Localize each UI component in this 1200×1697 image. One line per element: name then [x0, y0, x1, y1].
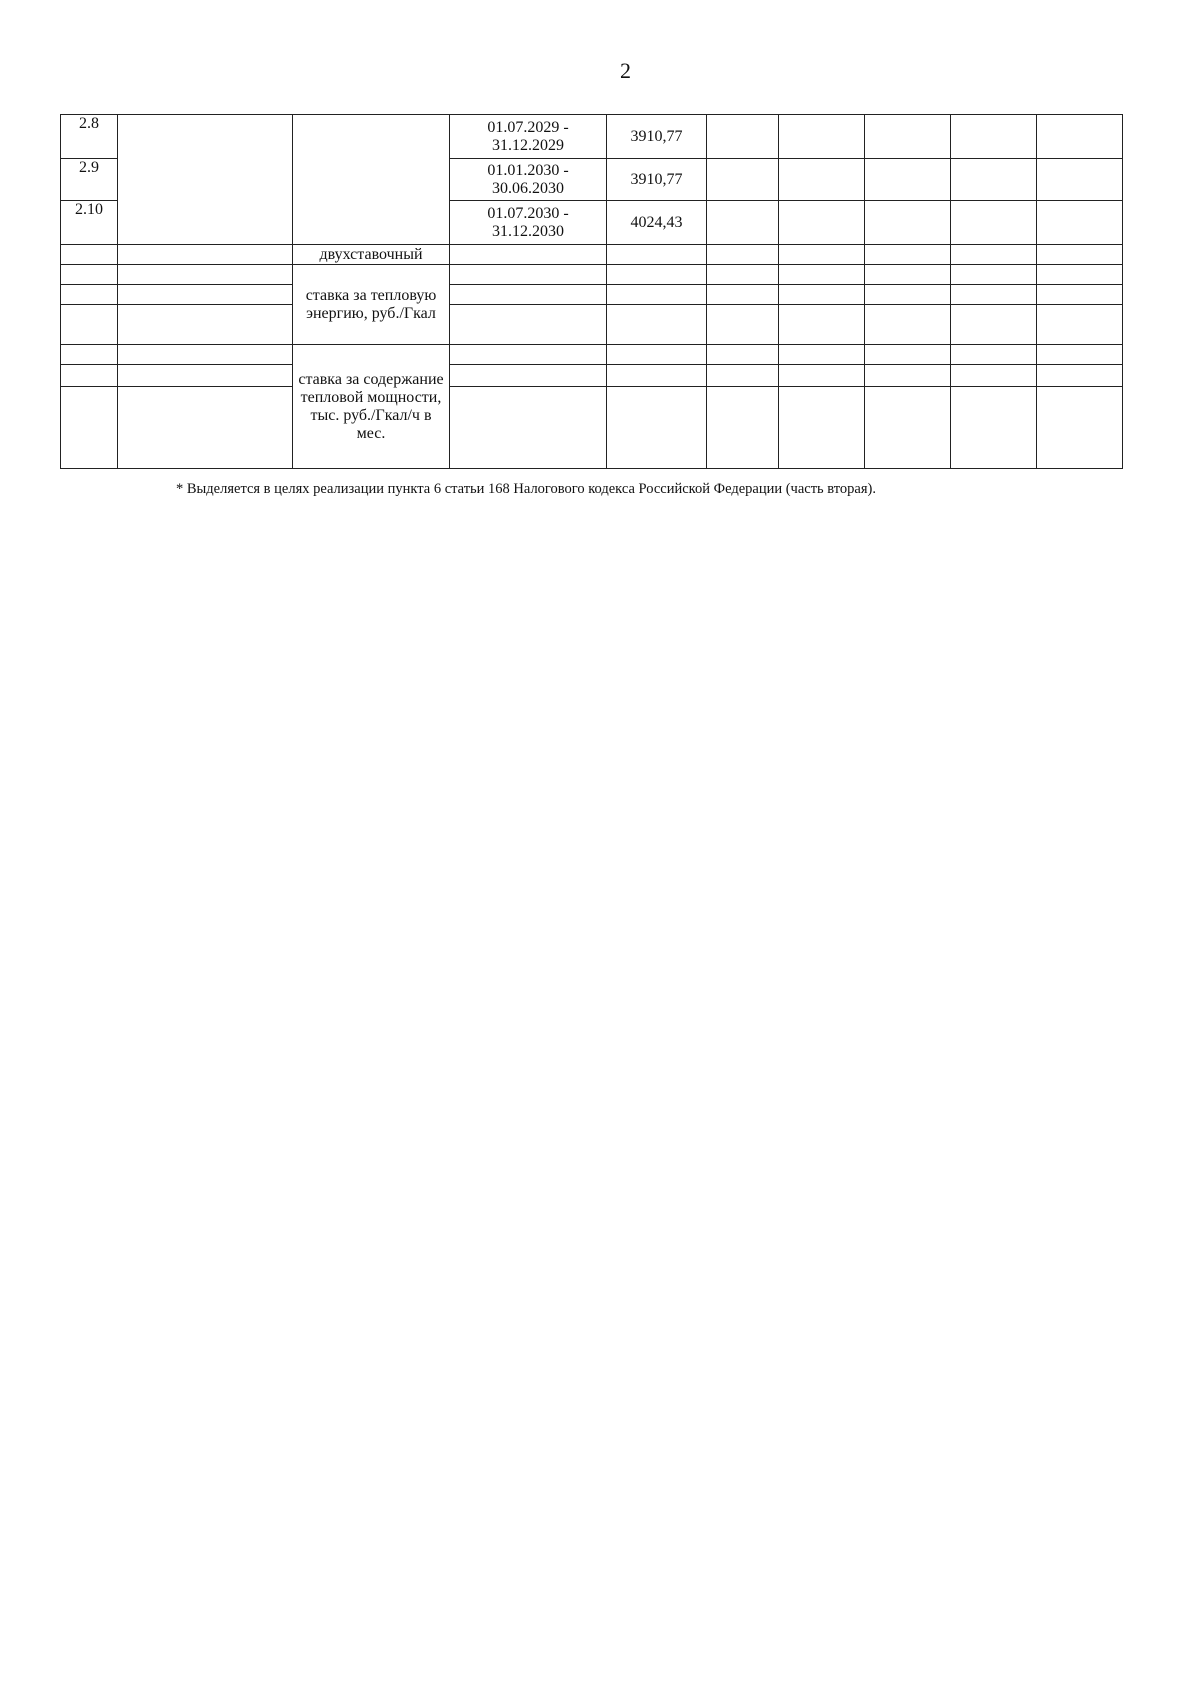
tariff-table [60, 114, 1123, 469]
table-row [61, 305, 1123, 345]
tariff-value: 3910,77 [607, 159, 707, 201]
table-row [61, 245, 1123, 265]
row-number: 2.8 [61, 115, 118, 159]
table-row [61, 345, 1123, 365]
empty-cell [118, 115, 293, 245]
table-row [61, 285, 1123, 305]
period-end: 31.12.2029 [492, 136, 564, 154]
period-cell [450, 201, 607, 245]
period-start: 01.07.2030 - [487, 204, 569, 222]
table-row [61, 115, 1123, 159]
table-row [61, 265, 1123, 285]
table-row [61, 387, 1123, 469]
period-cell [450, 159, 607, 201]
page-number: 2 [620, 58, 631, 83]
empty-cell [293, 115, 450, 245]
capacity-rate-label: ставка за содержание тепловой мощности, тыс. руб./Гкал/ч в мес. [293, 345, 450, 469]
two-part-label: двухставочный [293, 245, 450, 265]
period-start: 01.01.2030 - [487, 161, 569, 179]
table-row [61, 365, 1123, 387]
tariff-value: 4024,43 [607, 201, 707, 245]
period-end: 31.12.2030 [492, 222, 564, 240]
tariff-value: 3910,77 [607, 115, 707, 159]
footnote: * Выделяется в целях реализации пункта 6 статьи 168 Налогового кодекса Российской Федерации (часть вторая). [176, 481, 876, 497]
row-number: 2.9 [61, 159, 118, 201]
row-number: 2.10 [61, 201, 118, 245]
period-start: 01.07.2029 - [487, 118, 569, 136]
energy-rate-label: ставка за тепловую энергию, руб./Гкал [293, 265, 450, 345]
period-end: 30.06.2030 [492, 179, 564, 197]
period-cell [450, 115, 607, 159]
